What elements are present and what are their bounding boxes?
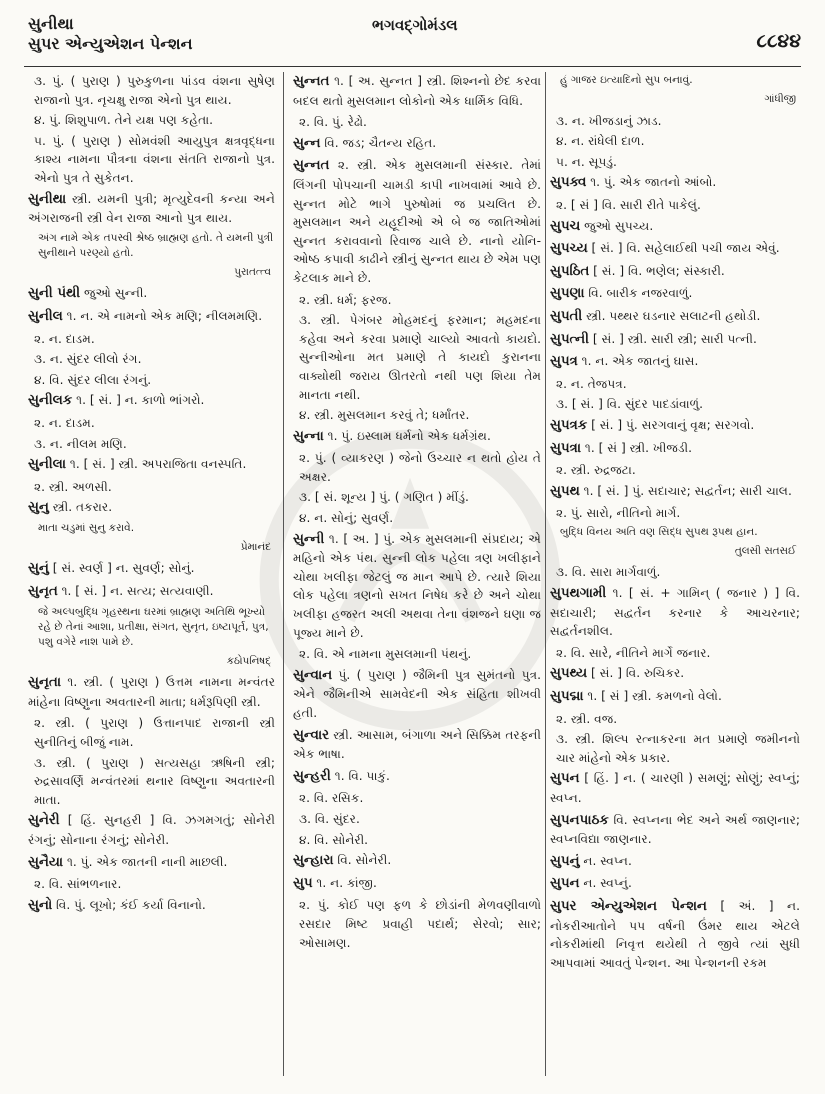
sense: ૨. ન. તેજપત્ર. [556,376,627,391]
definition: ૧. વિ. પાકું. [330,768,390,783]
entry [550,664,800,684]
sense: ૨. ન. દાડમ. [34,331,95,346]
entry [293,767,541,787]
definition: [ હિં. ] ન. ( ચારણી ) સમણું; સોણું; સ્વપ્નું; સ્વપ્ન. [550,771,800,805]
headword: સુન્નત [293,158,330,174]
sense: ૨. વિ. સાંભળનાર. [34,877,122,892]
sense: ૩. પું. ( પુરાણ ) પુરુકુળના પાંડવ વંશના સુષેણ રાજાનો પુત્ર. નૃચક્ષુ રાજા એનો પુત્ર થાય. [34,74,275,107]
headword: સુનીથા [28,191,67,207]
entry [550,307,800,327]
definition: ન. સ્વપ્નું. [579,876,632,891]
entry [550,769,800,807]
headword: સુન્હરી [293,768,331,784]
entry [28,559,275,579]
entry [550,330,800,350]
first-headword: સુનીથા [28,14,74,33]
definition: [ સં. સ્વર્ણ ] ન. સુવર્ણ; સોનું. [48,561,195,576]
sense: ૨. સ્ત્રી. ( પુરાણ ) ઉત્તાનપાદ રાજાની સ્ત્રી સુનીતિનું બીજું નામ. [34,716,275,750]
sense: ૪. પું. શિશુપાળ. તેને યક્ષ પણ કહેતા. [34,113,214,128]
definition: [ સં. ] સ્ત્રી. સારી સ્ત્રી; સારી પત્ની. [588,331,757,346]
entry [28,307,275,327]
entry [550,173,800,193]
citation: માતા ચડુમાં સુનુ કરાવે. [38,521,135,534]
column-divider-1 [283,72,284,1076]
page-number: ૮૮૪૪ [756,30,801,52]
headword: સુપત્ની [550,331,589,347]
entry [550,897,800,972]
definition: [ અં. ] ન. નોકરીઆતોને પપ વર્ષની ઉંમર થાય એટલે નોકરીમાંથી નિવૃત્ત થયેથી તે જીવે ત્યાં સુધી આપવામાં આવતું પેન્શન. આ પેન્શનની રકમ [550,898,800,970]
headword: સુન્નત [293,74,330,89]
sense: ૨. વિ. પું. રેઢો. [299,115,367,130]
sense: ૨. ન. દાડમ. [34,415,95,430]
definition: સ્ત્રી. તકરાર. [48,500,113,515]
entry [293,726,541,764]
headword: સુપઠિત [550,263,590,279]
headword: સુપનું [550,853,580,869]
headword: સુપદ્મા [550,689,584,705]
sense: ૩. સ્ત્રી. શિલ્પ રત્નાકરના મત પ્રમાણે જમીનનો ચાર માંહેનો એક પ્રકાર. [556,732,800,765]
entry [550,284,800,304]
entry [550,584,800,641]
entry [293,666,541,723]
headword: સુપર એન્યુએશન પેન્શન [550,898,707,914]
definition: જુઓ સુન્ની. [80,286,148,301]
headword: સુનીલ [28,308,63,324]
headword: સુની પંથી [28,286,81,302]
headword: સુનૃત [28,584,58,600]
sense: ૨. સ્ત્રી. ધર્મ; ફરજ. [299,292,392,307]
citation-source: તુલસી સતસઈ [734,544,796,557]
sense: ૨. વિ. સારે, નીતિને માર્ગે જનાર. [556,645,711,660]
definition: ૧. [ અ. સુન્નત ] સ્ત્રી. શિશ્નનો છેદ કરવા બદલ થતો મુસલમાન લોકોનો એક ધાર્મિક વિધિ. [293,74,541,108]
headword: સુન્ન [293,135,321,151]
definition: ૧. ન. એક જાતનું ઘાસ. [577,354,699,369]
citation-source: પ્રેમાનંદ [240,540,271,553]
headword: સુન્ની [293,531,325,547]
sense: ૨. સ્ત્રી. વજ. [556,711,618,726]
definition: ૧. [ અ. ] પું. એક મુસલમાની સંપ્રદાય; એ મહિનો એક પંથ. સુન્ની લોક પહેલા ત્રણ ખલીફાને ચોથા ખલીફા જેટલું જ માન આપે છે. ત્યારે શિયા લોક પહેલા ત્રણનો સખત નિષેધ કરે છે અને ચોથા ખલીફા હજરત અલી અથવા તેના વંશજને ઘણા જ પૂજ્ય માને છે. [293,531,541,640]
headword: સુનૃતા [28,675,61,691]
headword: સુનુ [28,500,49,516]
definition: [ સં. ] વિ. રુચિકર. [587,666,685,681]
headword: સુપનપાઠક [550,812,609,828]
entry [28,673,275,711]
sense: ૪. સ્ત્રી. મુસલમાન કરવું તે; ધર્માંતર. [299,408,470,423]
entry [28,811,275,849]
citation-source: ગાંધીજી [764,93,796,105]
headword: સુપથગામી [550,586,607,602]
sense: ૩. [ સં. શૂન્ય ] પું. ( ગણિત ) મીંડું. [299,490,469,505]
entry [28,853,275,873]
sense: ૨. વિ. રસિક. [299,791,364,806]
headword: સુપ [293,875,313,891]
headword: સુપત્રા [550,440,582,456]
sense: ૩. ન. સુંદર લીલો રંગ. [34,352,142,367]
headword: સુપથ્ય [550,666,588,682]
headword: સુન્હારા [293,853,334,869]
definition: ૨. સ્ત્રી. એક મુસલમાની સંસ્કાર. તેમાં લિંગની પોપચાની ચામડી કાપી નાખવામાં આવે છે. સુન્નત મોટે ભાગે પુરુષોમાં જ પ્રચલિત છે. મુસલમાન અને યહૂદીઓ એ બે જ જાતિઓમાં સુન્નત કરાવવાનો રિવાજ ચાલે છે. નાનો યોનિ-ઓષ્ઠ કપાવી કાઢીને સ્ત્રીનું સુન્નત થાય છે એમ પણ કેટલાક માને છે. [293,158,541,285]
entry [28,391,275,411]
entry [293,530,541,643]
sense: ૩. [ સં. ] વિ. સુંદર પાદડાંવાળું. [556,397,704,412]
definition: વિ. સ્વપ્નના ભેદ અને અર્થ જાણનાર; સ્વપ્નવિદ્યા જાણનાર. [550,812,800,847]
sense: ૨. સ્ત્રી. અળસી. [34,479,112,494]
definition: ૧. સ્ત્રી. ( પુરાણ ) ઉત્તમ નામના મન્વંતર માંહેના વિષ્ણુના અવતારની માતા; ધર્મરૂપિણી સ્ત્રી. [28,675,275,709]
headword: સુપન [550,771,580,787]
definition: જુઓ સુપચ્ય. [580,218,654,233]
headword: સુપતી [550,308,583,324]
definition: ૧. પું. ઇસ્લામ ધર્મનો એક ધર્મગ્રંથ. [323,428,491,443]
entry [293,427,541,447]
sense: ૩. વિ. સુંદર. [299,811,360,826]
header-rule [24,66,801,67]
entry [28,498,275,518]
entry [550,811,800,849]
definition: [ હિં. સુનહરી ] વિ. ઝગમગતું; સોનેરી રંગનું; સોનાના રંગનું; સોનેરી. [28,813,275,847]
sense: ૩. ન. નીલમ મણિ. [34,436,127,451]
definition: [ સં. ] વિ. સહેલાઈથી પચી જાય એવું. [587,241,780,256]
definition: વિ. પું. લૂખો; કંઈ કર્યા વિનાનો. [52,897,206,912]
headword: સુપત્રક [550,417,588,433]
citation-source: કઠોપનિષદ્ [226,654,271,667]
sense: ૫. ન. સૂપડું. [556,154,617,169]
running-head-left [28,14,193,54]
entry [28,582,275,602]
headword: સુપથ [550,483,580,499]
column-2 [293,72,541,1080]
headword: સુપણા [550,286,585,302]
sense: ૨. પું. સારો, નીતિનો માર્ગ. [556,506,681,521]
entry [28,455,275,475]
definition: વિ. બારીક નજરવાળું. [584,286,693,301]
sense: ૨. [ સં ] વિ. સારી રીતે પાકેલું. [556,197,701,212]
headword: સુપન [550,876,580,892]
definition: [ સં. ] વિ. ભણેલ; સંસ્કારી. [589,263,725,278]
entry [550,687,800,707]
entry [28,896,275,916]
headword: સુપત્ર [550,354,578,370]
headword: સુપક્વ [550,175,587,191]
headword: સુનો [28,897,53,913]
sense: ૩. સ્ત્રી. પેગંબર મોહમદનું ફરમાન; મહમદના કહેવા અને કરવા પ્રમાણે ચાલ્યો આવતો કાયદો. સુન્નીઓના મત પ્રમાણે તે કાયદો કુરાનના વાક્યોથી જરાય ઊતરતો નથી પણ શિયા તેમ માનતા નથી. [299,313,541,402]
entry [550,416,800,436]
definition: ૧. ન. એ નામનો એક મણિ; નીલમમણિ. [62,308,263,323]
citation: અંગ નામે એક તપસ્વી શ્રેષ્ઠ બ્રાહ્મણ હતો. તે યમની પુત્રી સુનીથાને પરણ્યો હતો. [38,231,274,259]
definition: ૧. [ સં ] સ્ત્રી. ખીજડી. [581,440,692,455]
sense: ૨. પું. કોઈ પણ ફળ કે છોડાંની મેળવણીવાળો રસદાર મિષ્ટ પ્રવાહી પદાર્થ; સેરવો; સાર; ઓસામણ. [299,898,541,950]
sense: ૨. વિ. એ નામના મુસલમાની પંથનું. [299,647,472,662]
entry [293,134,541,154]
last-headword: સુપર એન્યુએશન પેન્શન [28,34,193,53]
entry [550,352,800,372]
citation: હું ગાજર ઇત્યાદિનો સુપ બનાવું. [560,74,693,86]
definition: ૧. [ સં. ] પું. સદાચાર; સદ્વર્તન; સારી ચાલ. [579,483,792,498]
entry [550,239,800,259]
entry [293,156,541,287]
citation: જે અલ્પબુદ્ધિ ગૃહસ્થના ઘરમાં બ્રાહ્મણ અતિથિ ભૂખ્યો રહે છે તેનાં આશા, પ્રતીક્ષા, સંગત, સુનૃત, ઇષ્ટાપૂર્ત, પુત્ર, પશુ વગેરે નાશ પામે છે. [38,605,269,648]
headword: સુનીલક [28,393,73,409]
entry [293,851,541,871]
definition: ૧. પું. એક જાતનો આંબો. [586,175,717,190]
definition: ૧. ન. કાંજી. [312,875,377,890]
definition: ૧. પું. એક જાતની નાની માછલી. [63,854,228,869]
sense: ૫. પું. ( પુરાણ ) સોમવંશી આયુપુત્ર ક્ષત્રવૃદ્ધના કાશ્ય નામના પૌત્રના વંશના સંતતિ રાજાનો પુત્ર. એનો પુત્ર તે સુકેતન. [34,133,275,185]
definition: ૧. [ સં. ] સ્ત્રી. અપરાજિતા વનસ્પતિ. [66,457,247,472]
citation-source: પુરાતત્ત્વ [234,265,271,278]
definition: [ સં. ] પું. સરગવાનું વૃક્ષ; સરગવો. [587,417,755,432]
definition: ૧. [ સં. ] ન. સત્ય; સત્યવાણી. [57,584,214,599]
definition: ૧. [ સં. ] ન. કાળો ભાંગરો. [72,393,205,408]
headword: સુન્વાર [293,727,330,743]
entry [550,874,800,894]
sense: ૪. વિ. સોનેરી. [299,832,369,847]
sense: ૪. ન. રાંધેલી દાળ. [556,134,645,149]
definition: સ્ત્રી. યમની પુત્રી; મૃત્યુદેવની કન્યા અને અંગરાજની સ્ત્રી વેન રાજા આનો પુત્ર થાય. [28,191,275,226]
sense: ૩. સ્ત્રી. ( પુરાણ ) સત્યસહા ઋષિની સ્ત્રી; રુદ્રસાવર્ણિ મન્વંતરમાં થનાર વિષ્ણુના અવતારની માતા. [34,755,275,807]
headword: સુપચ્ય [550,241,588,257]
definition: ૧. [ સં ] સ્ત્રી. કમળનો વેલો. [583,689,722,704]
column-3 [550,72,800,1080]
definition: સ્ત્રી. આસામ, બંગાળા અને સિક્કિમ તરફની એક ભાષા. [293,727,541,762]
definition: ૧. [ સં. + ગામિન્ ( જનાર ) ] વિ. સદાચારી; સદ્વર્તન કરનાર કે આચરનાર; સદ્વર્તનશીલ. [550,586,800,639]
entry [28,190,275,228]
entry [550,262,800,282]
citation: બુદ્ધિ વિનય અતિ વણ સિદ્ધ સુપથ રૂપથ હાન. [560,525,758,538]
entry [550,217,800,237]
sense: ૨. પું. ( વ્યાકરણ ) જેનો ઉચ્ચાર ન થતો હોય તે અક્ષર. [299,451,541,484]
definition: વિ. જડ; ચૈતન્ય રહિત. [320,135,437,150]
headword: સુનું [28,561,49,577]
headword: સુનૈયા [28,854,64,870]
column-1 [28,72,275,1080]
sense: ૪. વિ. સુંદર લીલા રંગનું. [34,372,152,387]
book-title: ભગવદ્ગોમંડલ [372,16,458,34]
definition: ન. સ્વપ્ન. [579,853,632,868]
definition: પું. ( પુરાણ ) જૈમિની પુત્ર સુમંતનો પુત્ર. એને જૈમિનીએ સામવેદની એક સંહિતા શીખવી હતી. [293,667,541,720]
entry [28,284,275,304]
headword: સુપચ [550,218,581,234]
entry [293,72,541,110]
headword: સુનીલા [28,457,67,473]
sense: ૩. ન. ખીજડાનું ઝાડ. [556,113,662,128]
sense: ૪. ન. સોનું; સુવર્ણ. [299,511,394,526]
headword: સુન્વાન [293,667,333,683]
sense: ૩. વિ. સારા માર્ગવાળું. [556,565,661,580]
headword: સુન્ના [293,428,324,444]
sense: ૨. સ્ત્રી. રુદ્રજટા. [556,463,636,478]
entry [550,852,800,872]
entry [550,439,800,459]
definition: વિ. સોનેરી. [333,853,392,868]
definition: સ્ત્રી. પથ્થર ઘડનાર સલાટની હથોડી. [582,308,761,323]
entry [550,482,800,502]
entry [293,874,541,894]
headword: સુનેરી [28,813,60,829]
column-divider-2 [545,72,546,1076]
